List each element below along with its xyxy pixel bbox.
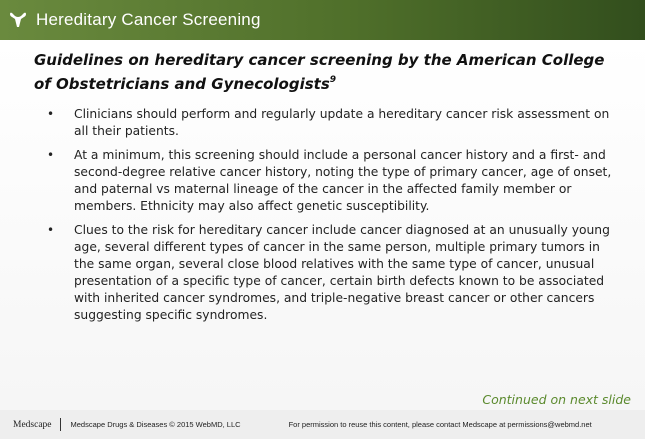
slide-title: Hereditary Cancer Screening bbox=[36, 10, 261, 29]
bullet-list bbox=[47, 106, 617, 331]
uterus-icon bbox=[8, 9, 28, 31]
footer-divider bbox=[60, 418, 61, 431]
bullet-item bbox=[47, 147, 617, 215]
bullet-text: Clinicians should perform and regularly update a hereditary cancer risk assessment on all their patients. bbox=[74, 107, 610, 138]
bullet-text: At a minimum, this screening should include a personal cancer history and a first- and second-degree relative cancer history, noting the type of primary cancer, age of onset, and paternal vs maternal lineage of the cancer in the affected family member or members. Ethnicity may also affect genetic susceptibility. bbox=[74, 148, 612, 213]
slide-footer bbox=[0, 410, 645, 439]
reference-number: 9 bbox=[329, 75, 337, 85]
bullet-text: Clues to the risk for hereditary cancer include cancer diagnosed at an unusually young age, several different types of cancer in the same person, multiple primary tumors in the same organ, several close blood relatives with the same type of cancer, unusual presentation of a specific type of cancer, certain birth defects known to be associated with inherited cancer syndromes, and triple-negative breast cancer or other cancers suggesting specific syndromes. bbox=[74, 223, 610, 322]
bullet-item bbox=[47, 222, 617, 324]
permission-text: For permission to reuse this content, please contact Medscape at permissions@webmd.net bbox=[288, 420, 592, 429]
slide-header bbox=[0, 0, 645, 40]
slide-subtitle bbox=[34, 50, 614, 95]
bullet-icon: • bbox=[47, 148, 55, 162]
subtitle-text: Guidelines on hereditary cancer screening by the American College of Obstetricians and Gynecologists bbox=[34, 51, 605, 93]
slide-content bbox=[0, 40, 645, 410]
bullet-icon: • bbox=[47, 223, 55, 237]
continued-note: Continued on next slide bbox=[482, 392, 631, 407]
bullet-icon: • bbox=[47, 107, 55, 121]
bullet-item bbox=[47, 106, 617, 140]
medscape-logo: Medscape bbox=[13, 419, 52, 430]
copyright-text: Medscape Drugs & Diseases © 2015 WebMD, LLC bbox=[70, 420, 241, 429]
